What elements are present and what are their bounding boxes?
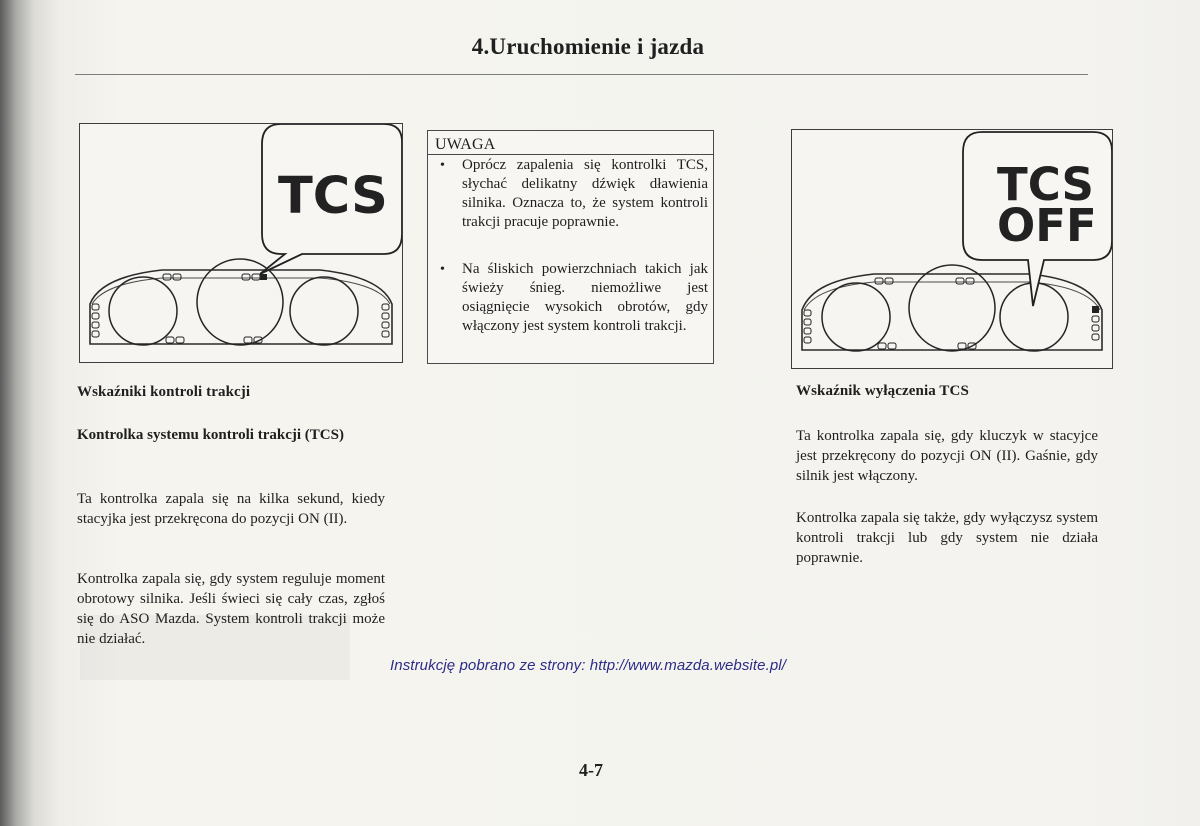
download-source-note: Instrukcję pobrano ze strony: http://www.mazda.website.pl/ [390, 657, 786, 674]
note-bullet: • [440, 158, 445, 173]
left-paragraph-1: Ta kontrolka zapala się na kilka sekund, kiedy stacyjka jest przekręcona do pozycji ON (II). [77, 491, 385, 527]
traction-control-indicator-figure [79, 123, 403, 363]
chapter-title: 4.Uruchomienie i jazda [471, 34, 705, 59]
tcs-off-symbol-line-2: OFF [997, 199, 1097, 252]
tcs-off-indicator-figure [791, 129, 1113, 369]
note-heading: UWAGA [435, 136, 496, 153]
note-list-item [440, 260, 708, 336]
caution-note [427, 130, 714, 364]
note-bullet: • [440, 262, 445, 277]
note-divider [428, 154, 713, 155]
tcs-callout-bubble [80, 124, 402, 362]
note-list-item [440, 156, 708, 232]
left-figure-caption: Wskaźniki kontroli trakcji [77, 384, 251, 400]
note-text: Oprócz zapalenia się kontrolki TCS, słychać delikatny dźwięk dławienia silnika. Oznacza to, że system kontroli trakcji pracuje poprawnie. [462, 157, 708, 230]
right-paragraph-2: Kontrolka zapala się także, gdy wyłączysz system kontroli trakcji lub gdy system nie działa poprawnie. [796, 510, 1098, 566]
tcs-warning-symbol: TCS [278, 167, 388, 226]
note-text: Na śliskich powierzchniach takich jak świeży śnieg. niemożliwe jest osiągnięcie wysokich obrotów, gdy włączony jest system kontroli trakcji. [462, 261, 708, 334]
header-divider [75, 74, 1088, 75]
left-paragraph-2: Kontrolka zapala się, gdy system reguluje moment obrotowy silnika. Jeśli świeci się cały czas, zgłoś się do ASO Mazda. System kontroli trakcji może nie działać. [77, 571, 385, 647]
right-paragraph-1: Ta kontrolka zapala się, gdy kluczyk w stacyjce jest przekręcony do pozycji ON (II). Gaśnie, gdy silnik jest włączony. [796, 428, 1098, 484]
tcs-off-symbol-line-1: TCS [997, 158, 1094, 211]
right-figure-caption: Wskaźnik wyłączenia TCS [796, 383, 969, 399]
page-number: 4-7 [579, 760, 603, 780]
section-subheading: Kontrolka systemu kontroli trakcji (TCS) [77, 427, 344, 443]
